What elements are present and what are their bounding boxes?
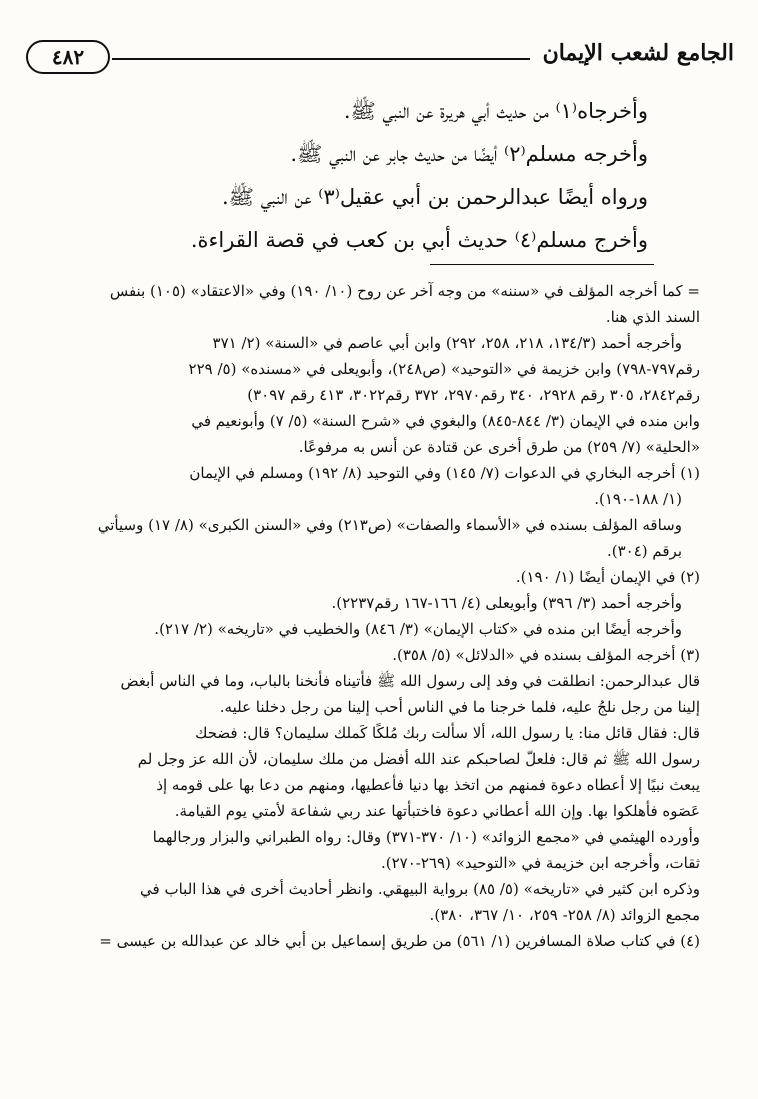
book-title: الجامع لشعب الإيمان (542, 40, 734, 66)
footnotes (40, 278, 700, 954)
footnote-line: وأخرجه أحمد (٣/ ٣٩٦) وأبويعلى (٤/ ١٦٦-١٦٧ رقم٢٢٣٧). (331, 594, 682, 612)
footnote-line: رقم٢٨٤٢، ٣٠٥ رقم ٢٩٢٨، ٣٤٠ رقم٢٩٧٠، ٣٧٢ رقم٣٠٢٢، ٤١٣ رقم ٣٠٩٧) (247, 386, 700, 404)
footnote-line: عَصَوه فأهلكوا بها. وإن الله أعطاني دعوة فاختبأتها عند ربي شفاعة لأمتي يوم القيامة. (174, 802, 700, 820)
footnote-line: (٤) في كتاب صلاة المسافرين (١/ ٥٦١) من طريق إسماعيل بن أبي خالد عن عبدالله بن عيسى = (99, 932, 700, 950)
footnote-line: برقم (٣٠٤). (606, 542, 682, 560)
footnote-line: وذكره ابن كثير في «تاريخه» (٥/ ٨٥) برواية البيهقي. وانظر أحاديث أخرى في هذا الباب في (140, 880, 700, 898)
footnote-line: «الحلية» (٧/ ٢٥٩) من طرق أخرى عن قتادة عن أنس به مرفوعًا. (298, 438, 700, 456)
footnote-line: رقم٧٩٧-٧٩٨) وابن خزيمة في «التوحيد» (ص٢٤٨)، وأبويعلى في «مسنده» (٥/ ٢٢٩ (188, 360, 700, 378)
footnote-separator (430, 264, 654, 265)
header-rule (112, 58, 530, 60)
footnote-line: = كما أخرجه المؤلف في «سننه» من وجه آخر عن روح (١٠/ ١٩٠) وفي «الاعتقاد» (١٠٥) بنفس (109, 282, 700, 300)
footnote-line: وأخرجه أيضًا ابن منده في «كتاب الإيمان» (٣/ ٨٤٦) والخطيب في «تاريخه» (٢/ ٢١٧). (154, 620, 682, 638)
footnote-line: وساقه المؤلف بسنده في «الأسماء والصفات» (ص٢١٣) وفي «السنن الكبرى» (٨/ ١٧) وسيأتي (97, 516, 682, 534)
footnote-line: (١) أخرجه البخاري في الدعوات (٧/ ١٤٥) وفي التوحيد (٨/ ١٩٢) ومسلم في الإيمان (189, 464, 700, 482)
page-header (26, 36, 734, 82)
footnote-line: (١/ ١٨٨-١٩٠). (594, 490, 682, 508)
footnote-line: وأورده الهيثمي في «مجمع الزوائد» (١٠/ ٣٧٠-٣٧١) وقال: رواه الطبراني والبزار ورجالهما (152, 828, 700, 846)
page-number: ٤٨٢ (26, 40, 110, 74)
footnote-line: السند الذي هنا. (605, 308, 700, 326)
footnote-line: قال عبدالرحمن: انطلقت في وفد إلى رسول الله ﷺ فأتيناه فأنخنا بالباب، وما في الناس أبغض (120, 672, 700, 690)
footnote-line: قال: فقال قائل منا: يا رسول الله، ألا سألت ربك مُلكًا كَملك سليمان؟ قال: فضحك (195, 724, 700, 742)
main-text (40, 90, 648, 262)
footnote-line: وابن منده في الإيمان (٣/ ٨٤٤-٨٤٥) والبغوي في «شرح السنة» (٥/ ٧) وأبونعيم في (191, 412, 700, 430)
footnote-line: (٣) أخرجه المؤلف بسنده في «الدلائل» (٥/ ٣٥٨). (392, 646, 700, 664)
main-text-line: ورواه أيضًا عبدالرحمن بن أبي عقيل⁽٣⁾ عن النبي ﷺ. (221, 185, 648, 209)
footnote-line: مجمع الزوائد (٨/ ٢٥٨- ٢٥٩، ١٠/ ٣٦٧، ٣٨٠). (429, 906, 700, 924)
footnote-line: يبعث نبيًا إلا أعطاه دعوة فمنهم من اتخذ بها دنيا فأعطيها، ومنهم من دعا بها على قومه إذ (156, 776, 700, 794)
footnote-line: ثقات، وأخرجه ابن خزيمة في «التوحيد» (٢٦٩-٢٧٠). (381, 854, 700, 872)
main-text-line: وأخرجاه⁽١⁾ من حديث أبي هريرة عن النبي ﷺ. (343, 99, 648, 123)
footnote-line: رسول الله ﷺ ثم قال: فلعلّ لصاحبكم عند الله أفضل من ملك سليمان، لأن الله عز وجل لم (137, 750, 700, 768)
footnote-line: وأخرجه أحمد (١٣٤/٣، ٢١٨، ٢٥٨، ٢٩٢) وابن أبي عاصم في «السنة» (٢/ ٣٧١ (212, 334, 682, 352)
main-text-line: وأخرج مسلم⁽٤⁾ حديث أبي بن كعب في قصة القراءة. (190, 228, 648, 252)
main-text-line: وأخرجه مسلم⁽٢⁾ أيضًا من حديث جابر عن النبي ﷺ. (290, 142, 648, 166)
footnote-line: إلينا من رجل نلجُ عليه، فلما خرجنا ما في الناس أحب إلينا من رجل دخلنا عليه. (219, 698, 700, 716)
footnote-line: (٢) في الإيمان أيضًا (١/ ١٩٠). (515, 568, 700, 586)
